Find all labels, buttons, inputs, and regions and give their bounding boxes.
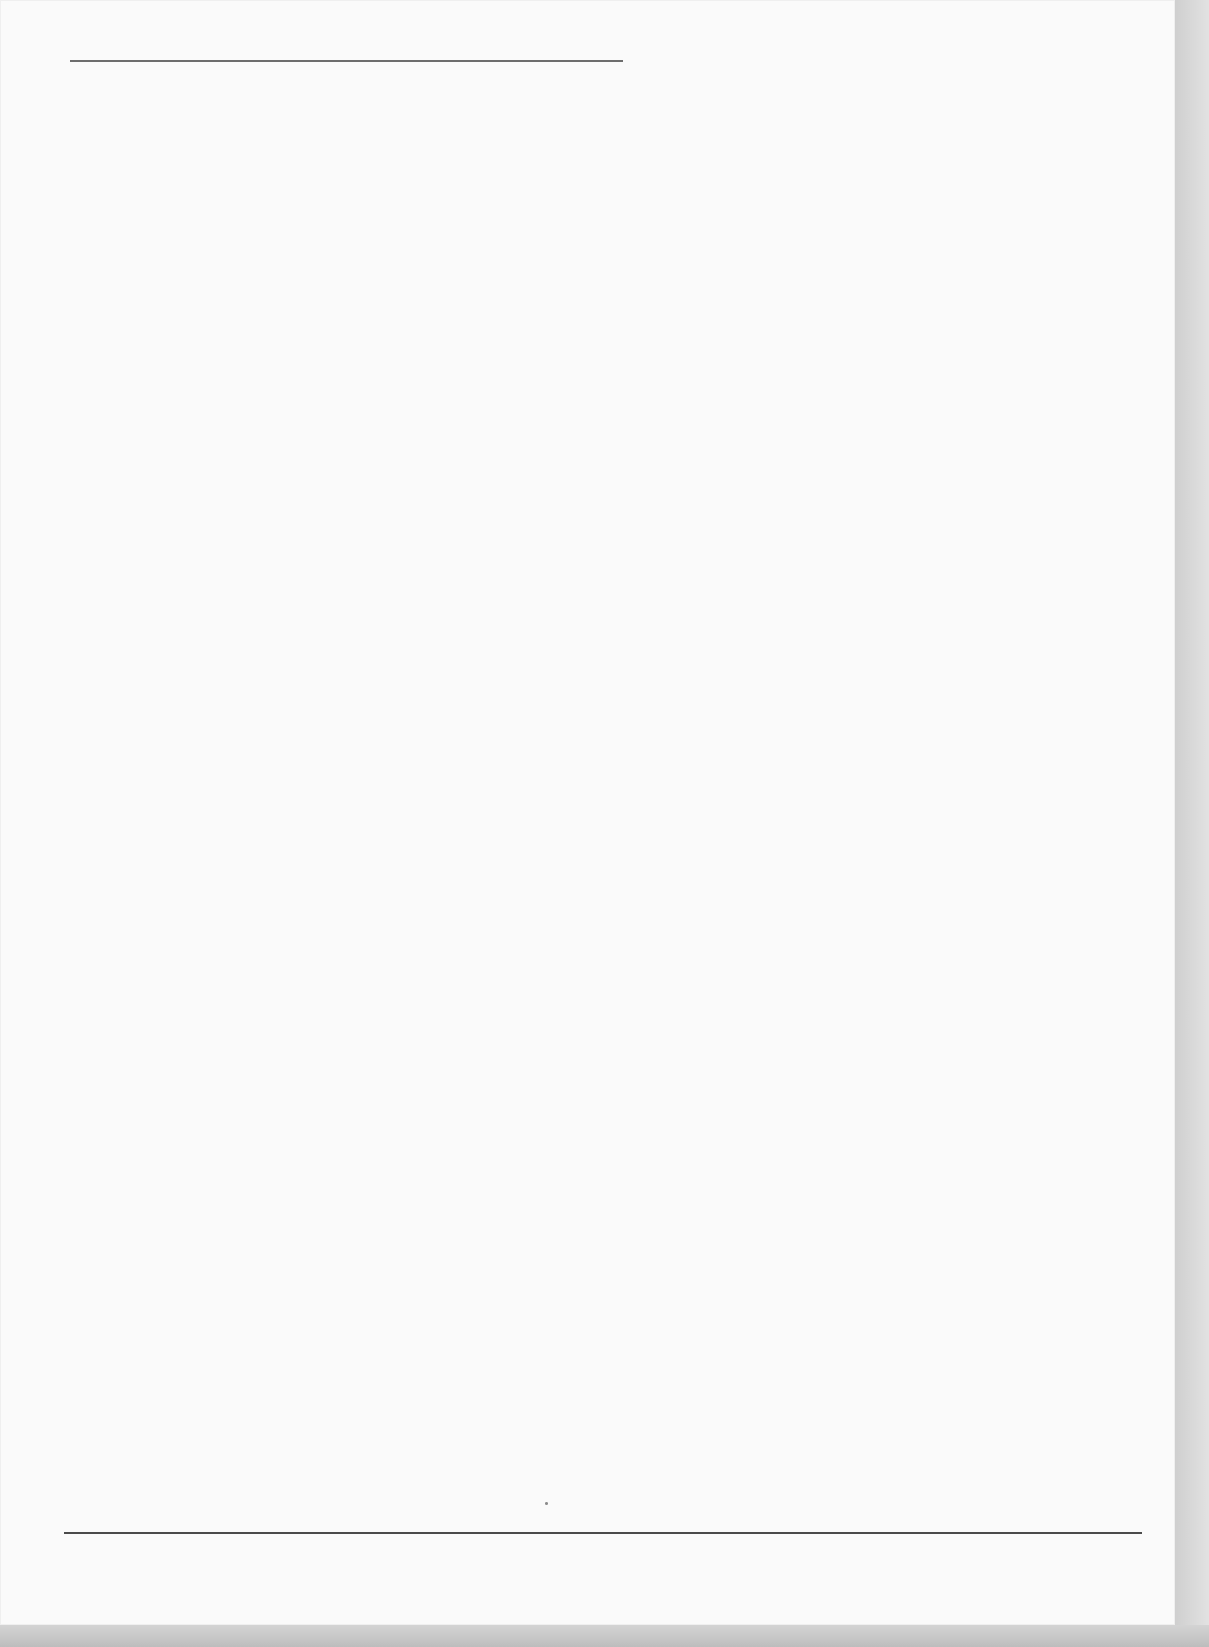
scan-speck <box>545 1502 548 1505</box>
footer-rule <box>64 1532 1142 1534</box>
scan-edge-bottom <box>0 1625 1209 1647</box>
scan-edge-right <box>1175 0 1209 1647</box>
text-column-1 <box>75 150 393 1510</box>
text-column-2 <box>443 150 761 1490</box>
header-rule <box>70 60 623 62</box>
text-column-3 <box>808 150 1138 1510</box>
